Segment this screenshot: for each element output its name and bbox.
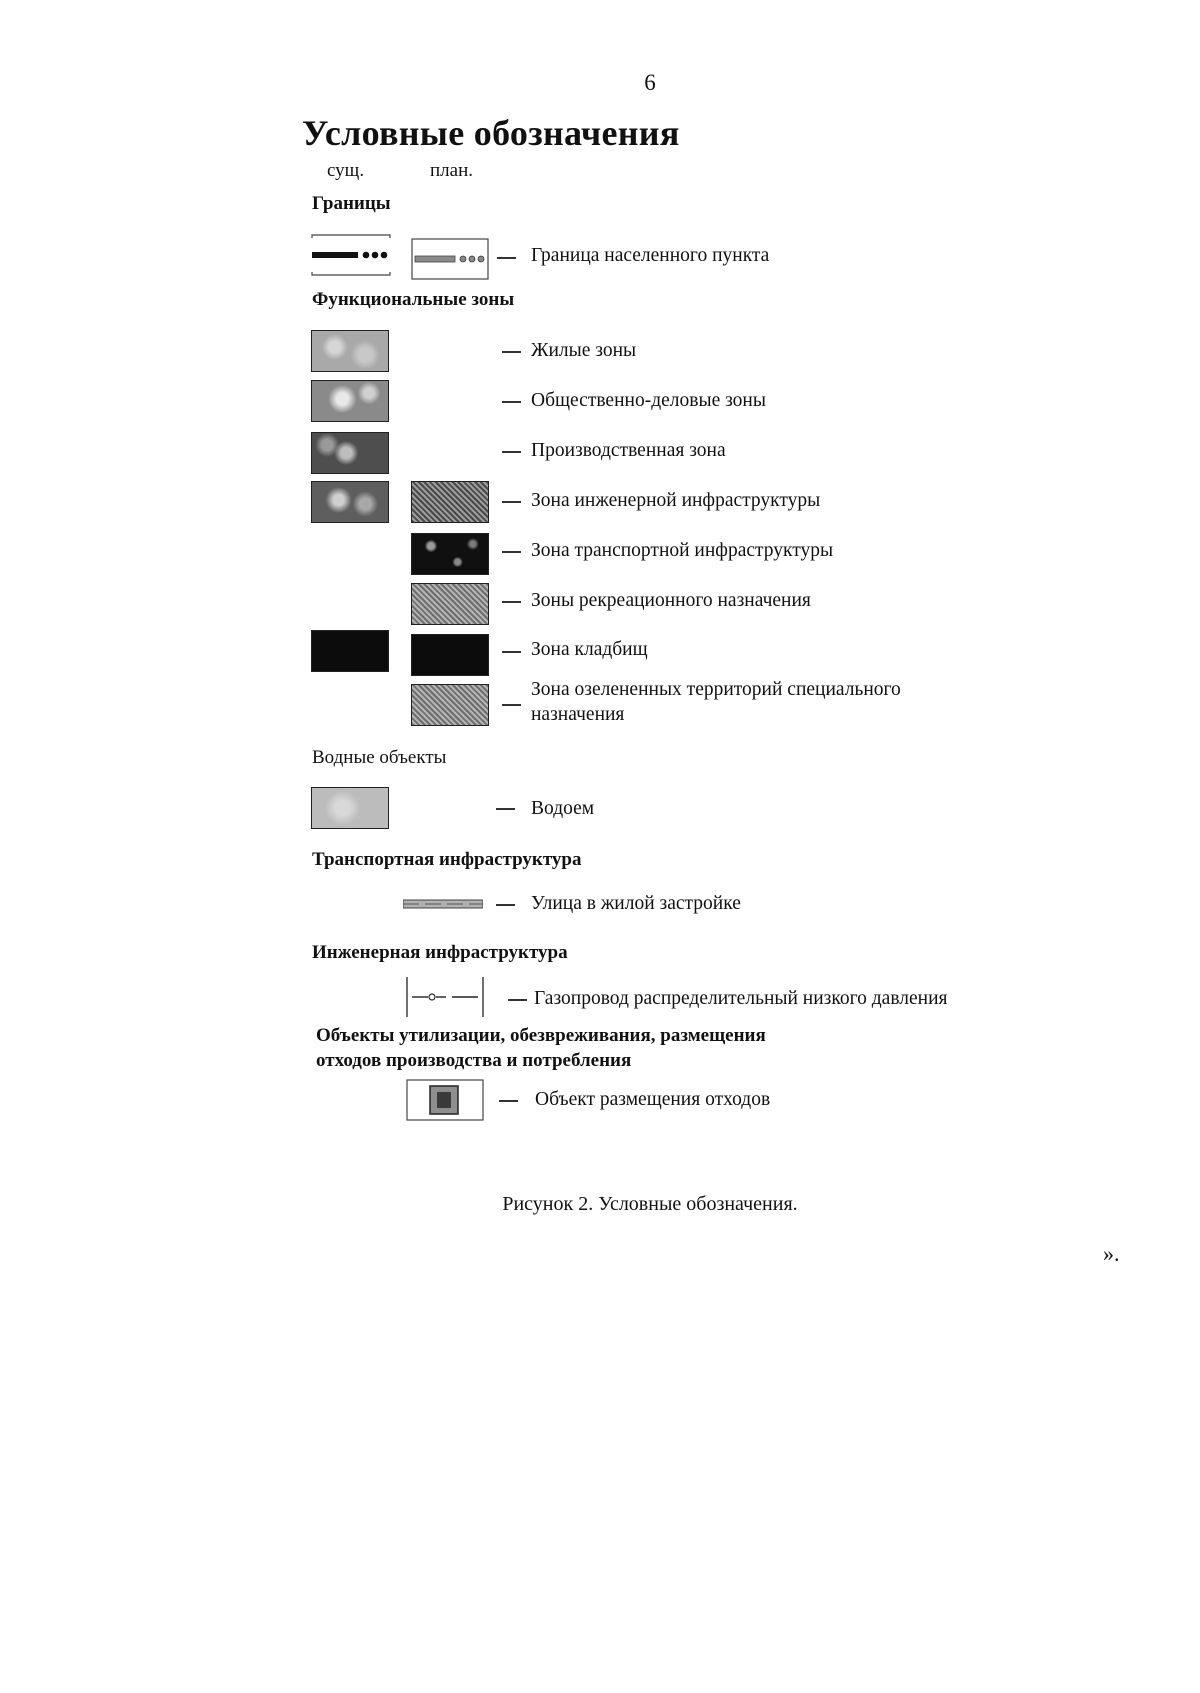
leader-dash: [502, 551, 521, 553]
border-symbol-existing: [311, 234, 391, 276]
swatch-cemetery-existing: [311, 630, 389, 672]
leader-dash: [502, 501, 521, 503]
gas-pipeline-symbol: [406, 976, 484, 1018]
leader-dash: [502, 704, 521, 706]
leader-dash: [502, 601, 521, 603]
legend-label-cemetery: Зона кладбищ: [531, 639, 648, 660]
section-heading-zones: Функциональные зоны: [312, 289, 515, 310]
swatch-engineering-planned: [411, 481, 489, 523]
legend-label-special-green: Зона озелененных территорий специального: [531, 679, 901, 700]
leader-dash: [502, 351, 521, 353]
section-heading-borders: Границы: [312, 193, 391, 214]
section-heading-engineering: Инженерная инфраструктура: [312, 942, 568, 963]
legend-label-gas-pipeline: Газопровод распределительный низкого давления: [534, 988, 948, 1009]
closing-quote: ».: [1103, 1241, 1120, 1266]
border-symbol-planned: [411, 238, 489, 280]
legend-label-industrial: Производственная зона: [531, 440, 726, 461]
swatch-industrial-existing: [311, 432, 389, 474]
swatch-public-business-existing: [311, 380, 389, 422]
legend-label-engineering-zone: Зона инженерной инфраструктуры: [531, 490, 821, 511]
leader-dash: [499, 1100, 518, 1102]
legend-label-public-business: Общественно-деловые зоны: [531, 390, 766, 411]
leader-dash: [502, 651, 521, 653]
section-heading-transport: Транспортная инфраструктура: [312, 849, 582, 870]
section-heading-waste-line1: Объекты утилизации, обезвреживания, размещения: [316, 1025, 766, 1046]
column-header-planned: план.: [430, 160, 474, 181]
swatch-water-body: [311, 787, 389, 829]
legend-label-water-body: Водоем: [531, 798, 595, 819]
swatch-residential-existing: [311, 330, 389, 372]
legend-label-settlement-border: Граница населенного пункта: [531, 245, 770, 266]
legend-label-special-green-line2: назначения: [531, 704, 625, 725]
figure-caption: Рисунок 2. Условные обозначения.: [502, 1193, 798, 1215]
swatch-transport-planned: [411, 533, 489, 575]
section-heading-water: Водные объекты: [312, 747, 447, 768]
leader-dash: [497, 257, 516, 259]
leader-dash: [502, 401, 521, 403]
leader-dash: [496, 904, 515, 906]
column-header-existing: сущ.: [327, 160, 365, 181]
street-symbol: [403, 898, 483, 910]
swatch-special-green-planned: [411, 684, 489, 726]
legend-label-residential-street: Улица в жилой застройке: [531, 893, 741, 914]
swatch-recreation-planned: [411, 583, 489, 625]
page-title: Условные обозначения: [302, 113, 680, 153]
legend-label-waste-site: Объект размещения отходов: [535, 1089, 771, 1110]
legend-label-recreation: Зоны рекреационного назначения: [531, 590, 811, 611]
leader-dash: [508, 999, 527, 1001]
leader-dash: [496, 808, 515, 810]
section-heading-waste-line2: отходов производства и потребления: [316, 1050, 632, 1071]
legend-label-transport-zone: Зона транспортной инфраструктуры: [531, 540, 834, 561]
leader-dash: [502, 451, 521, 453]
page-number: 6: [644, 70, 656, 95]
swatch-cemetery-planned: [411, 634, 489, 676]
legend-label-residential: Жилые зоны: [531, 340, 637, 361]
swatch-engineering-existing: [311, 481, 389, 523]
waste-site-symbol: [406, 1079, 484, 1121]
